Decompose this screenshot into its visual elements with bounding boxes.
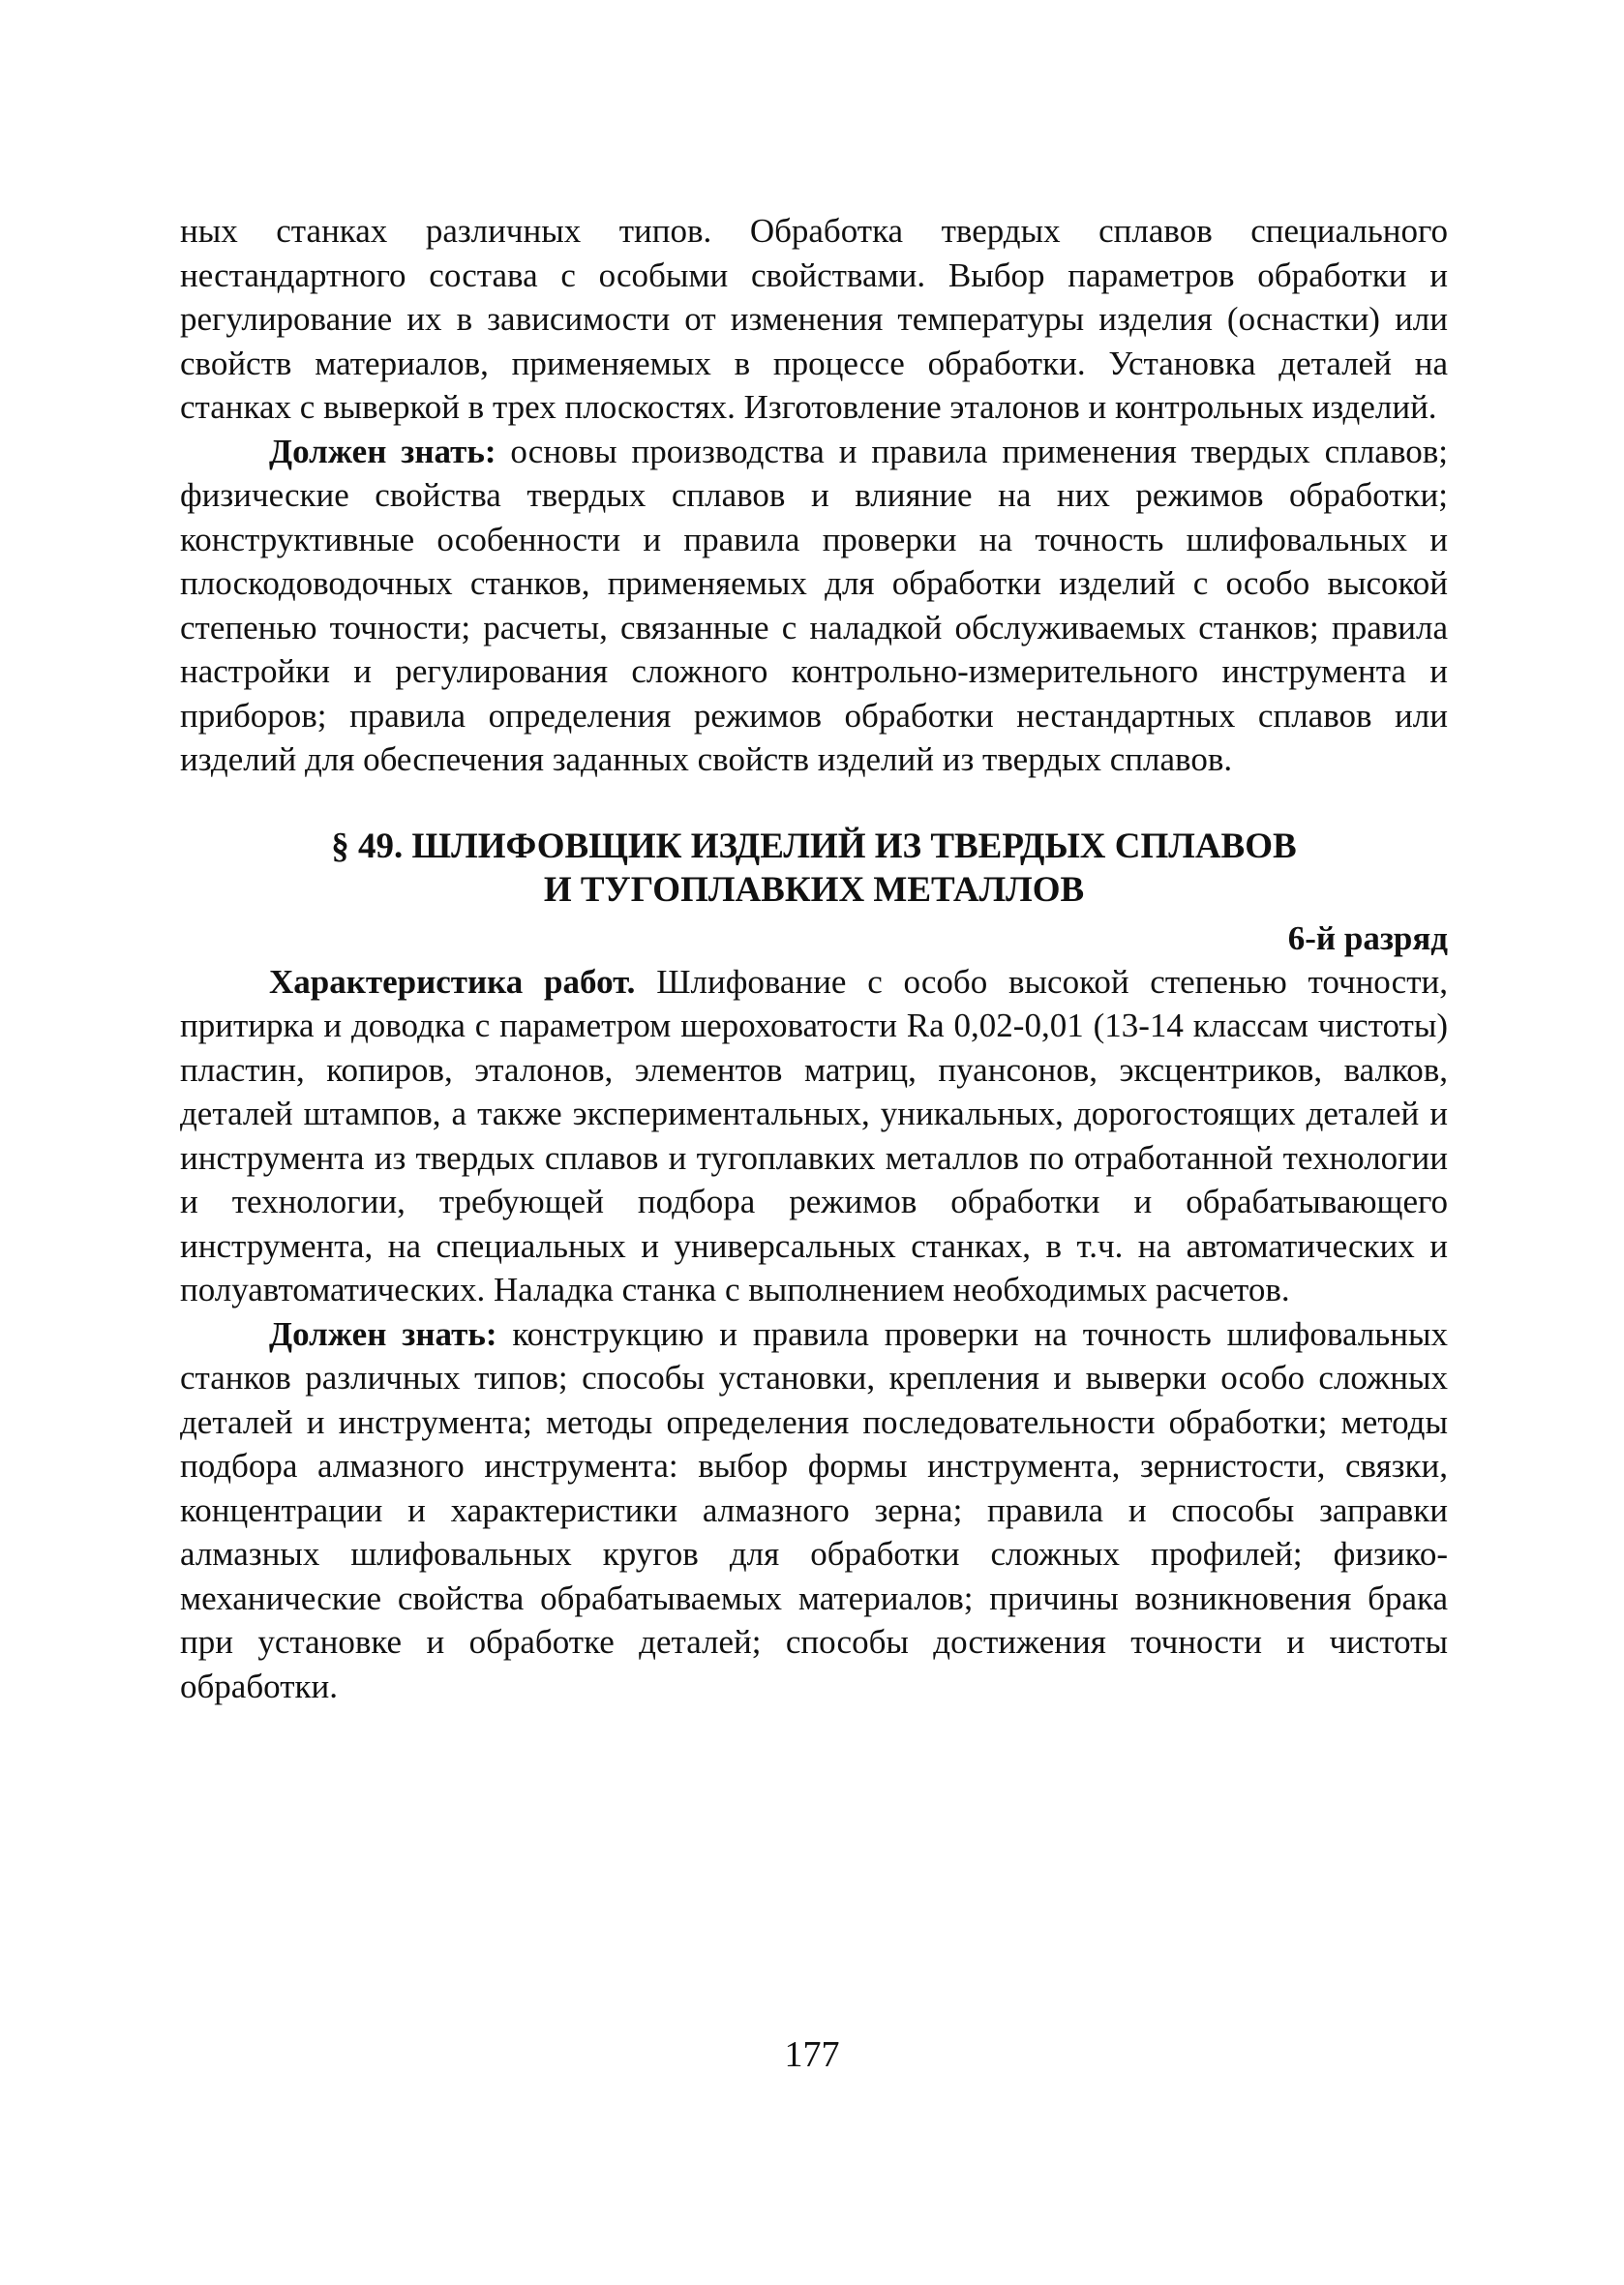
work-characteristics-paragraph (180, 960, 1448, 1312)
must-know-text-1: основы производства и правила применения твердых сплавов; физические свойства твердых сплавов и влияние на них режимов обработки; конструктивные особенности и правила проверки на точность шлифовальных и плоскодоводочных станков, применяемых для обработки изделий с особо высокой степенью точности; расчеты, связанные с наладкой обслуживаемых станков; правила настройки и регулирования сложного контрольно-измерительного инструмента и приборов; правила определения режимов обработки нестандартных сплавов или изделий для обеспечения заданных свойств изделий из твердых сплавов. (180, 432, 1448, 778)
must-know-paragraph-2 (180, 1312, 1448, 1709)
page-number: 177 (784, 2034, 840, 2075)
must-know-text-2: конструкцию и правила проверки на точность шлифовальных станков различных типов; способы установки, крепления и выверки особо сложных деталей и инструмента; методы определения последовательности обработки; методы подбора алмазного инструмента: выбор формы инструмента, зернистости, связки, концентрации и характеристики алмазного зерна; правила и способы заправки алмазных шлифовальных кругов для обработки сложных профилей; физико-механические свойства обрабатываемых материалов; причины возникновения брака при установке и обработке деталей; способы достижения точности и чистоты обработки. (180, 1314, 1448, 1705)
section-heading-line-1: § 49. ШЛИФОВЩИК ИЗДЕЛИЙ ИЗ ТВЕРДЫХ СПЛАВОВ (331, 826, 1297, 866)
work-characteristics-text: Шлифование с особо высокой степенью точности, притирка и доводка с параметром шероховатости Ra 0,02-0,01 (13-14 классам чистоты) пластин, копиров, эталонов, элементов матриц, пуансонов, эксцентриков, валков, деталей штампов, а также экспериментальных, уникальных, дорогостоящих деталей и инструмента из твердых сплавов и тугоплавких металлов по отработанной технологии и технологии, требующей подбора режимов обработки и обрабатывающего инструмента, на специальных и универсальных станках, в т.ч. на автоматических и полуавтоматических. Наладка станка с выполнением необходимых расчетов. (180, 962, 1448, 1308)
section-heading-line-2: И ТУГОПЛАВКИХ МЕТАЛЛОВ (543, 869, 1085, 910)
must-know-paragraph-1 (180, 430, 1448, 782)
section-heading (180, 825, 1448, 912)
page-body (180, 209, 1448, 1708)
must-know-lead-1: Должен знать: (269, 432, 496, 470)
work-characteristics-lead: Характеристика работ. (269, 962, 636, 1001)
must-know-lead-2: Должен знать: (269, 1314, 497, 1353)
intro-paragraph: ных станках различных типов. Обработка твердых сплавов специального нестандартного состава с особыми свойствами. Выбор параметров обработки и регулирование их в зависимости от изменения температуры изделия (оснастки) или свойств материалов, применяемых в процессе обработки. Установка деталей на станках с выверкой в трех плоскостях. Изготовление эталонов и контрольных изделий. (180, 212, 1448, 426)
grade-label: 6-й разряд (1287, 918, 1448, 957)
